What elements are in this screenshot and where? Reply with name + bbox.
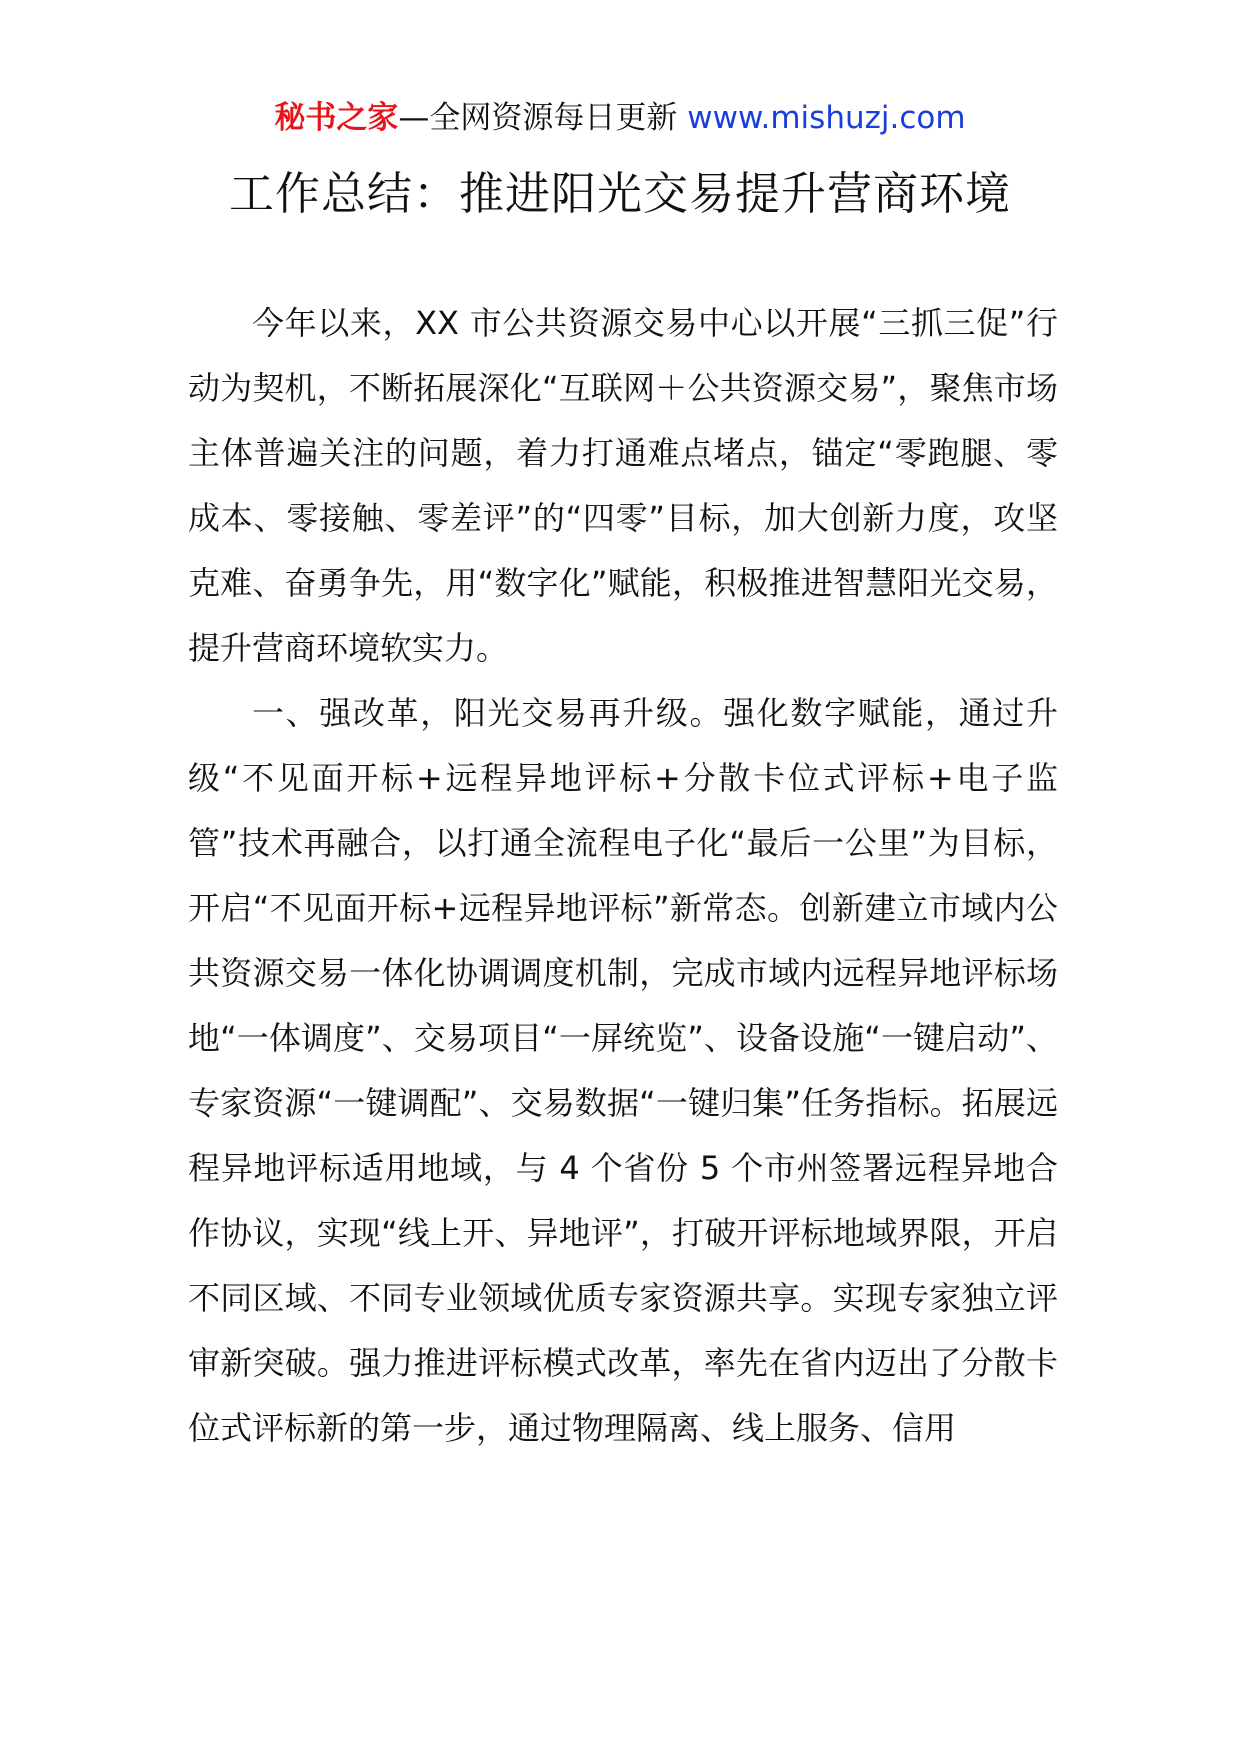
document-body — [188, 291, 1058, 1461]
site-brand: 秘书之家 — [274, 100, 399, 136]
section-one-paragraph: 一、强改革，阳光交易再升级。强化数字赋能，通过升级“不见面开标+远程异地评标+分散卡位式评标+电子监管”技术再融合，以打通全流程电子化“最后一公里”为目标，开启“不见面开标+远程异地评标”新常态。创新建立市域内公共资源交易一体化协调调度机制，完成市域内远程异地评标场地“一体调度”、交易项目“一屏统览”、设备设施“一键启动”、专家资源“一键调配”、交易数据“一键归集”任务指标。拓展远程异地评标适用地域，与 4 个省份 5 个市州签署远程异地合作协议，实现“线上开、异地评”，打破开评标地域界限，开启不同区域、不同专业领域优质专家资源共享。实现专家独立评审新突破。强力推进评标模式改革，率先在省内迈出了分散卡位式评标新的第一步，通过物理隔离、线上服务、信用 — [188, 694, 1058, 1447]
document-title: 工作总结：推进阳光交易提升营商环境 — [228, 167, 1011, 220]
site-url-link[interactable]: www.mishuzj.com — [687, 100, 966, 136]
intro-paragraph: 今年以来，XX 市公共资源交易中心以开展“三抓三促”行动为契机，不断拓展深化“互联网＋公共资源交易”，聚焦市场主体普遍关注的问题，着力打通难点堵点，锚定“零跑腿、零成本、零接触、零差评”的“四零”目标，加大创新力度，攻坚克难、奋勇争先，用“数字化”赋能，积极推进智慧阳光交易，提升营商环境软实力。 — [188, 304, 1058, 667]
site-slogan: —全网资源每日更新 — [398, 100, 678, 136]
site-header — [0, 96, 1240, 140]
